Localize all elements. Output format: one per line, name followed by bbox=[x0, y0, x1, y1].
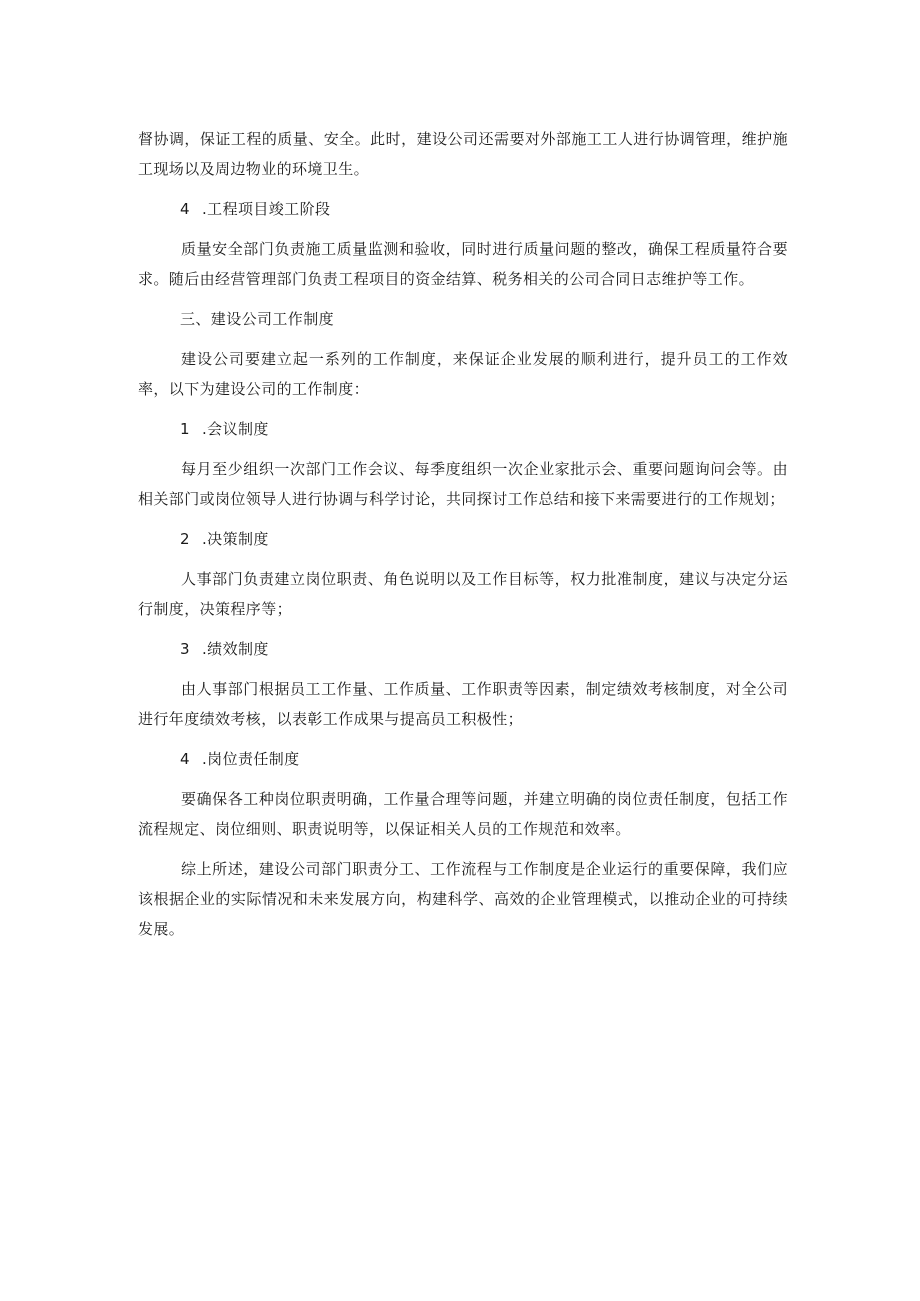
heading-number: 4 bbox=[180, 750, 190, 768]
section-heading-work-system: 三、建设公司工作制度 bbox=[180, 310, 335, 328]
document-body bbox=[138, 124, 788, 954]
heading-number: 2 bbox=[180, 530, 190, 548]
paragraph-responsibility-system: 要确保各工种岗位职责明确，工作量合理等问题，并建立明确的岗位责任制度，包括工作流程规定、岗位细则、职责说明等，以保证相关人员的工作规范和效率。 bbox=[138, 790, 788, 838]
heading-decision-system bbox=[138, 524, 788, 554]
heading-text: .工程项目竣工阶段 bbox=[202, 200, 331, 218]
heading-text: .会议制度 bbox=[202, 420, 269, 438]
paragraph-meeting-system: 每月至少组织一次部门工作会议、每季度组织一次企业家批示会、重要问题询问会等。由相关部门或岗位领导人进行协调与科学讨论，共同探讨工作总结和接下来需要进行的工作规划； bbox=[138, 460, 788, 508]
heading-responsibility-system bbox=[138, 744, 788, 774]
paragraph-performance-system: 由人事部门根据员工工作量、工作质量、工作职责等因素，制定绩效考核制度，对全公司进行年度绩效考核，以表彰工作成果与提高员工积极性； bbox=[138, 680, 788, 728]
heading-number: 4 bbox=[180, 200, 190, 218]
heading-text: .绩效制度 bbox=[202, 640, 269, 658]
heading-text: .岗位责任制度 bbox=[202, 750, 300, 768]
heading-performance-system bbox=[138, 634, 788, 664]
paragraph-completion-phase: 质量安全部门负责施工质量监测和验收，同时进行质量问题的整改，确保工程质量符合要求。随后由经营管理部门负责工程项目的资金结算、税务相关的公司合同日志维护等工作。 bbox=[138, 240, 788, 288]
heading-text: .决策制度 bbox=[202, 530, 269, 548]
paragraph-decision-system: 人事部门负责建立岗位职责、角色说明以及工作目标等，权力批准制度，建议与决定分运行制度，决策程序等； bbox=[138, 570, 788, 618]
heading-number: 3 bbox=[180, 640, 190, 658]
heading-completion-phase bbox=[138, 194, 788, 224]
heading-meeting-system bbox=[138, 414, 788, 444]
paragraph-conclusion: 综上所述，建设公司部门职责分工、工作流程与工作制度是企业运行的重要保障，我们应该根据企业的实际情况和未来发展方向，构建科学、高效的企业管理模式，以推动企业的可持续发展。 bbox=[138, 860, 788, 938]
heading-number: 1 bbox=[180, 420, 190, 438]
paragraph-work-system-intro: 建设公司要建立起一系列的工作制度，来保证企业发展的顺利进行，提升员工的工作效率，以下为建设公司的工作制度： bbox=[138, 350, 788, 398]
paragraph-intro: 督协调，保证工程的质量、安全。此时，建设公司还需要对外部施工工人进行协调管理，维护施工现场以及周边物业的环境卫生。 bbox=[138, 130, 788, 178]
